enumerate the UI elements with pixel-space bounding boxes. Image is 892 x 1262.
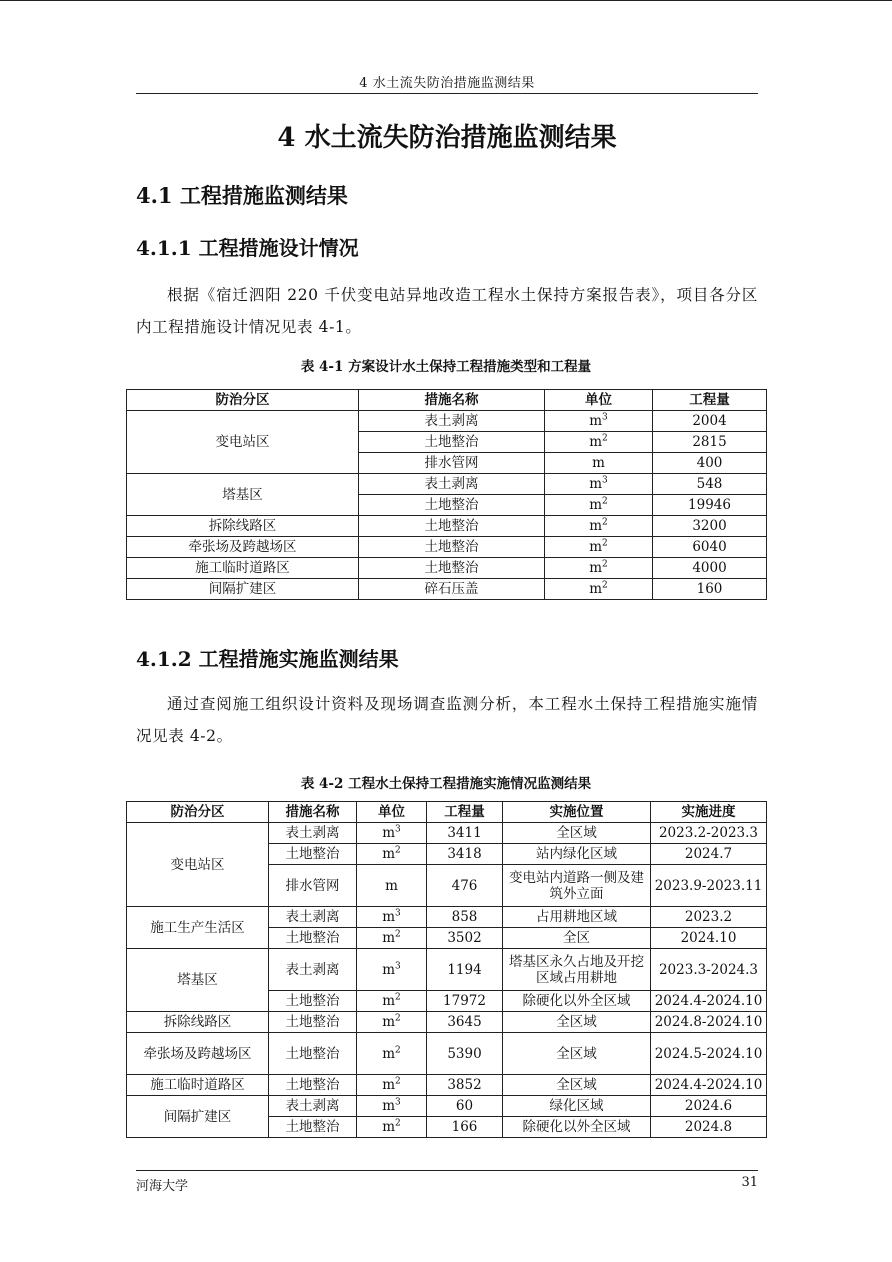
location-cell: 除硬化以外全区域 (503, 991, 651, 1012)
location-cell: 站内绿化区域 (503, 844, 651, 865)
quantity-cell: 548 (653, 474, 767, 495)
page-number: 31 (741, 1175, 758, 1190)
progress-cell: 2023.9-2023.11 (651, 865, 767, 907)
measure-cell: 表土剥离 (269, 1096, 357, 1117)
measure-cell: 土地整治 (359, 495, 545, 516)
unit-cell: $m^2$ (545, 432, 653, 453)
header-cell: 措施名称 (269, 802, 357, 823)
table-row (127, 949, 767, 991)
zone-cell: 牵张场及跨越场区 (127, 537, 359, 558)
quantity-cell: 3502 (427, 928, 503, 949)
header-cell: 防治分区 (127, 802, 269, 823)
table-row (127, 907, 767, 928)
measure-cell: 排水管网 (269, 865, 357, 907)
header-cell: 措施名称 (359, 390, 545, 411)
measure-cell: 表土剥离 (359, 474, 545, 495)
quantity-cell: 476 (427, 865, 503, 907)
zone-cell: 变电站区 (127, 823, 269, 907)
quantity-cell: 1194 (427, 949, 503, 991)
progress-cell: 2023.3-2024.3 (651, 949, 767, 991)
header-cell: 工程量 (427, 802, 503, 823)
table-header-row (127, 390, 767, 411)
unit-cell: $m^3$ (357, 823, 427, 844)
quantity-cell: 160 (653, 579, 767, 600)
location-cell: 全区域 (503, 1012, 651, 1033)
unit-cell: $m^3$ (357, 949, 427, 991)
measure-cell: 土地整治 (359, 558, 545, 579)
progress-cell: 2024.4-2024.10 (651, 991, 767, 1012)
measure-cell: 土地整治 (269, 1012, 357, 1033)
location-cell: 变电站内道路一侧及建筑外立面 (503, 865, 651, 907)
location-cell: 占用耕地区域 (503, 907, 651, 928)
measure-cell: 土地整治 (269, 1033, 357, 1075)
unit-cell: $m^2$ (357, 1012, 427, 1033)
table-row (127, 1033, 767, 1075)
unit-cell: $m^2$ (357, 1117, 427, 1138)
unit-cell: $m^2$ (357, 991, 427, 1012)
unit-cell: $m^2$ (357, 844, 427, 865)
zone-cell: 塔基区 (127, 949, 269, 1012)
table-row (127, 1096, 767, 1117)
chapter-title: 4 水土流失防治措施监测结果 (277, 123, 617, 153)
location-cell: 除硬化以外全区域 (503, 1117, 651, 1138)
header-rule (136, 93, 758, 94)
quantity-cell: 3418 (427, 844, 503, 865)
measure-cell: 土地整治 (269, 1075, 357, 1096)
location-cell: 绿化区域 (503, 1096, 651, 1117)
quantity-cell: 858 (427, 907, 503, 928)
table-header-row (127, 802, 767, 823)
table-row (127, 579, 767, 600)
unit-cell: $m^2$ (545, 558, 653, 579)
quantity-cell: 166 (427, 1117, 503, 1138)
progress-cell: 2023.2-2023.3 (651, 823, 767, 844)
progress-cell: 2023.2 (651, 907, 767, 928)
quantity-cell: 2815 (653, 432, 767, 453)
zone-cell: 间隔扩建区 (127, 1096, 269, 1138)
unit-cell: $m^2$ (357, 1075, 427, 1096)
zone-cell: 变电站区 (127, 411, 359, 474)
location-cell: 全区域 (503, 1033, 651, 1075)
header-cell: 防治分区 (127, 390, 359, 411)
quantity-cell: 6040 (653, 537, 767, 558)
measure-cell: 土地整治 (269, 991, 357, 1012)
quantity-cell: 3411 (427, 823, 503, 844)
measure-cell: 表土剥离 (269, 907, 357, 928)
section-heading-4-1-1: 4.1.1 工程措施设计情况 (136, 236, 359, 260)
table-row (127, 1075, 767, 1096)
header-cell: 单位 (357, 802, 427, 823)
table-row (127, 537, 767, 558)
quantity-cell: 5390 (427, 1033, 503, 1075)
measure-cell: 土地整治 (269, 844, 357, 865)
measure-cell: 表土剥离 (269, 823, 357, 844)
table-row (127, 411, 767, 432)
progress-cell: 2024.6 (651, 1096, 767, 1117)
quantity-cell: 60 (427, 1096, 503, 1117)
zone-cell: 拆除线路区 (127, 1012, 269, 1033)
location-cell: 全区 (503, 928, 651, 949)
footer-institution: 河海大学 (136, 1179, 189, 1194)
quantity-cell: 4000 (653, 558, 767, 579)
progress-cell: 2024.5-2024.10 (651, 1033, 767, 1075)
table-row (127, 516, 767, 537)
quantity-cell: 400 (653, 453, 767, 474)
header-cell: 实施位置 (503, 802, 651, 823)
header-cell: 单位 (545, 390, 653, 411)
quantity-cell: 2004 (653, 411, 767, 432)
measure-cell: 碎石压盖 (359, 579, 545, 600)
measure-cell: 土地整治 (359, 537, 545, 558)
location-cell: 全区域 (503, 823, 651, 844)
zone-cell: 牵张场及跨越场区 (127, 1033, 269, 1075)
table-row (127, 1012, 767, 1033)
progress-cell: 2024.10 (651, 928, 767, 949)
measure-cell: 土地整治 (269, 928, 357, 949)
table-4-2 (126, 801, 767, 1138)
measure-cell: 土地整治 (359, 516, 545, 537)
unit-cell: $m^2$ (357, 928, 427, 949)
zone-cell: 拆除线路区 (127, 516, 359, 537)
unit-cell: m (545, 453, 653, 474)
progress-cell: 2024.4-2024.10 (651, 1075, 767, 1096)
quantity-cell: 19946 (653, 495, 767, 516)
header-cell: 工程量 (653, 390, 767, 411)
unit-cell: $m^2$ (357, 1033, 427, 1075)
unit-cell: $m^2$ (545, 516, 653, 537)
location-cell: 塔基区永久占地及开挖区域占用耕地 (503, 949, 651, 991)
table-4-1 (126, 389, 767, 600)
paragraph-design: 根据《宿迁泗阳 220 千伏变电站异地改造工程水土保持方案报告表》，项目各分区内工程措施设计情况见表 4-1。 (136, 286, 758, 336)
quantity-cell: 17972 (427, 991, 503, 1012)
zone-cell: 施工临时道路区 (127, 558, 359, 579)
quantity-cell: 3200 (653, 516, 767, 537)
zone-cell: 施工生产生活区 (127, 907, 269, 949)
unit-cell: m (357, 865, 427, 907)
unit-cell: $m^2$ (545, 495, 653, 516)
measure-cell: 土地整治 (269, 1117, 357, 1138)
table-4-1-caption: 表 4-1 方案设计水土保持工程措施类型和工程量 (300, 359, 592, 375)
progress-cell: 2024.7 (651, 844, 767, 865)
unit-cell: $m^3$ (357, 907, 427, 928)
location-cell: 全区域 (503, 1075, 651, 1096)
section-heading-4-1-2: 4.1.2 工程措施实施监测结果 (136, 647, 399, 671)
measure-cell: 表土剥离 (269, 949, 357, 991)
table-4-2-caption: 表 4-2 工程水土保持工程措施实施情况监测结果 (300, 776, 592, 792)
page-top-border (0, 0, 892, 1)
unit-cell: $m^2$ (545, 537, 653, 558)
measure-cell: 排水管网 (359, 453, 545, 474)
unit-cell: $m^3$ (545, 411, 653, 432)
unit-cell: $m^3$ (357, 1096, 427, 1117)
table-row (127, 558, 767, 579)
zone-cell: 施工临时道路区 (127, 1075, 269, 1096)
progress-cell: 2024.8-2024.10 (651, 1012, 767, 1033)
header-cell: 实施进度 (651, 802, 767, 823)
unit-cell: $m^3$ (545, 474, 653, 495)
footer-rule (136, 1170, 758, 1171)
unit-cell: $m^2$ (545, 579, 653, 600)
measure-cell: 土地整治 (359, 432, 545, 453)
running-header: 4 水土流失防治措施监测结果 (359, 76, 535, 91)
paragraph-implementation: 通过查阅施工组织设计资料及现场调查监测分析，本工程水土保持工程措施实施情况见表 4-2。 (136, 695, 758, 745)
quantity-cell: 3852 (427, 1075, 503, 1096)
zone-cell: 塔基区 (127, 474, 359, 516)
table-row (127, 474, 767, 495)
zone-cell: 间隔扩建区 (127, 579, 359, 600)
section-heading-4-1: 4.1 工程措施监测结果 (136, 183, 348, 208)
table-row (127, 823, 767, 844)
progress-cell: 2024.8 (651, 1117, 767, 1138)
measure-cell: 表土剥离 (359, 411, 545, 432)
quantity-cell: 3645 (427, 1012, 503, 1033)
